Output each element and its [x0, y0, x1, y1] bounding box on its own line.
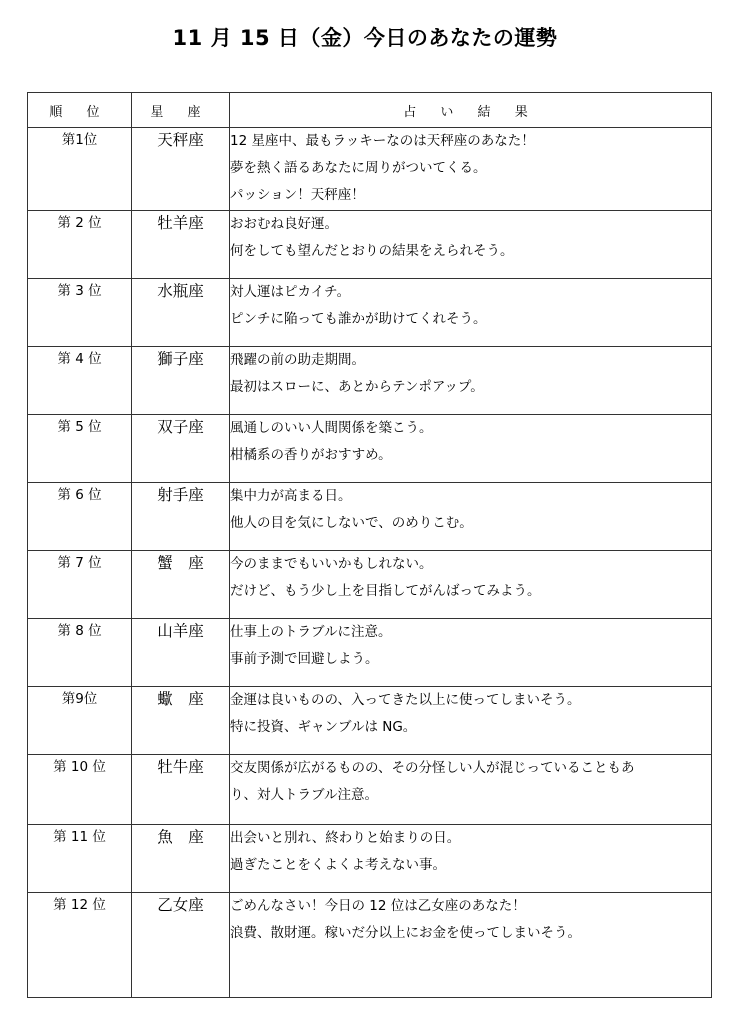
zodiac-sign-cell: 乙女座: [132, 893, 230, 998]
fortune-result-cell: [230, 755, 712, 825]
fortune-table: [27, 92, 712, 998]
table-row: [28, 211, 712, 279]
rank-cell: 第 10 位: [28, 755, 132, 825]
fortune-line: 特に投資、ギャンブルは NG。: [230, 719, 417, 735]
rank-cell: 第1位: [28, 128, 132, 211]
rank-cell: 第 7 位: [28, 551, 132, 619]
fortune-result-cell: [230, 128, 712, 211]
rank-cell: 第 6 位: [28, 483, 132, 551]
header-sign: 星 座: [132, 93, 230, 128]
table-row: [28, 279, 712, 347]
zodiac-sign-cell: 魚 座: [132, 825, 230, 893]
rank-cell: 第 5 位: [28, 415, 132, 483]
fortune-line: 12 星座中、最もラッキーなのは天秤座のあなた！: [230, 133, 535, 149]
fortune-line: 過ぎたことをくよくよ考えない事。: [230, 857, 446, 873]
zodiac-sign-cell: 水瓶座: [132, 279, 230, 347]
rank-cell: 第 8 位: [28, 619, 132, 687]
fortune-result-cell: [230, 415, 712, 483]
fortune-line: ごめんなさい！今日の 12 位は乙女座のあなた！: [230, 898, 526, 914]
fortune-line: おおむね良好運。: [230, 216, 338, 232]
fortune-line: 何をしても望んだとおりの結果をえられそう。: [230, 243, 514, 259]
zodiac-sign-cell: 山羊座: [132, 619, 230, 687]
fortune-line: 風通しのいい人間関係を築こう。: [230, 420, 433, 436]
fortune-result-cell: [230, 347, 712, 415]
table-row: [28, 825, 712, 893]
fortune-result-cell: [230, 551, 712, 619]
fortune-line: 集中力が高まる日。: [230, 488, 352, 504]
table-row: [28, 755, 712, 825]
fortune-line: 他人の目を気にしないで、のめりこむ。: [230, 515, 473, 531]
zodiac-sign-cell: 双子座: [132, 415, 230, 483]
rank-cell: 第 3 位: [28, 279, 132, 347]
fortune-line: 今のままでもいいかもしれない。: [230, 556, 433, 572]
zodiac-sign-cell: 獅子座: [132, 347, 230, 415]
fortune-line: 夢を熱く語るあなたに周りがついてくる。: [230, 160, 487, 176]
fortune-result-cell: [230, 687, 712, 755]
rank-cell: 第 2 位: [28, 211, 132, 279]
zodiac-sign-cell: 蟹 座: [132, 551, 230, 619]
table-row: [28, 347, 712, 415]
rank-cell: 第 12 位: [28, 893, 132, 998]
fortune-line: だけど、もう少し上を目指してがんばってみよう。: [230, 583, 541, 599]
zodiac-sign-cell: 射手座: [132, 483, 230, 551]
zodiac-sign-cell: 牡牛座: [132, 755, 230, 825]
rank-cell: 第 4 位: [28, 347, 132, 415]
fortune-result-cell: [230, 279, 712, 347]
page-title: 11 月 15 日（金）今日のあなたの運勢: [172, 26, 558, 50]
fortune-line: 飛躍の前の助走期間。: [230, 352, 365, 368]
table-row: [28, 893, 712, 998]
rank-cell: 第 11 位: [28, 825, 132, 893]
fortune-result-cell: [230, 211, 712, 279]
fortune-line: 最初はスローに、あとからテンポアップ。: [230, 379, 484, 395]
table-row: [28, 619, 712, 687]
table-row: [28, 483, 712, 551]
table-row: [28, 551, 712, 619]
fortune-line: 浪費、散財運。稼いだ分以上にお金を使ってしまいそう。: [230, 925, 581, 941]
rank-cell: 第9位: [28, 687, 132, 755]
zodiac-sign-cell: 牡羊座: [132, 211, 230, 279]
fortune-line: パッション！天秤座！: [230, 187, 365, 203]
header-result: 占 い 結 果: [230, 93, 712, 128]
table-row: [28, 415, 712, 483]
table-row: [28, 687, 712, 755]
fortune-line: り、対人トラブル注意。: [230, 787, 378, 803]
fortune-line: 柑橘系の香りがおすすめ。: [230, 447, 392, 463]
fortune-result-cell: [230, 825, 712, 893]
zodiac-sign-cell: 蠍 座: [132, 687, 230, 755]
fortune-line: 仕事上のトラブルに注意。: [230, 624, 392, 640]
fortune-line: 出会いと別れ、終わりと始まりの日。: [230, 830, 461, 846]
header-rank: 順 位: [28, 93, 132, 128]
fortune-line: 事前予測で回避しよう。: [230, 651, 379, 667]
table-header-row: [28, 93, 712, 128]
fortune-line: 対人運はピカイチ。: [230, 284, 351, 300]
fortune-result-cell: [230, 483, 712, 551]
fortune-result-cell: [230, 619, 712, 687]
fortune-line: 交友関係が広がるものの、その分怪しい人が混じっていることもあ: [230, 760, 635, 776]
fortune-line: 金運は良いものの、入ってきた以上に使ってしまいそう。: [230, 692, 581, 708]
fortune-result-cell: [230, 893, 712, 998]
fortune-line: ピンチに陥っても誰かが助けてくれそう。: [230, 311, 487, 327]
table-row: [28, 128, 712, 211]
zodiac-sign-cell: 天秤座: [132, 128, 230, 211]
